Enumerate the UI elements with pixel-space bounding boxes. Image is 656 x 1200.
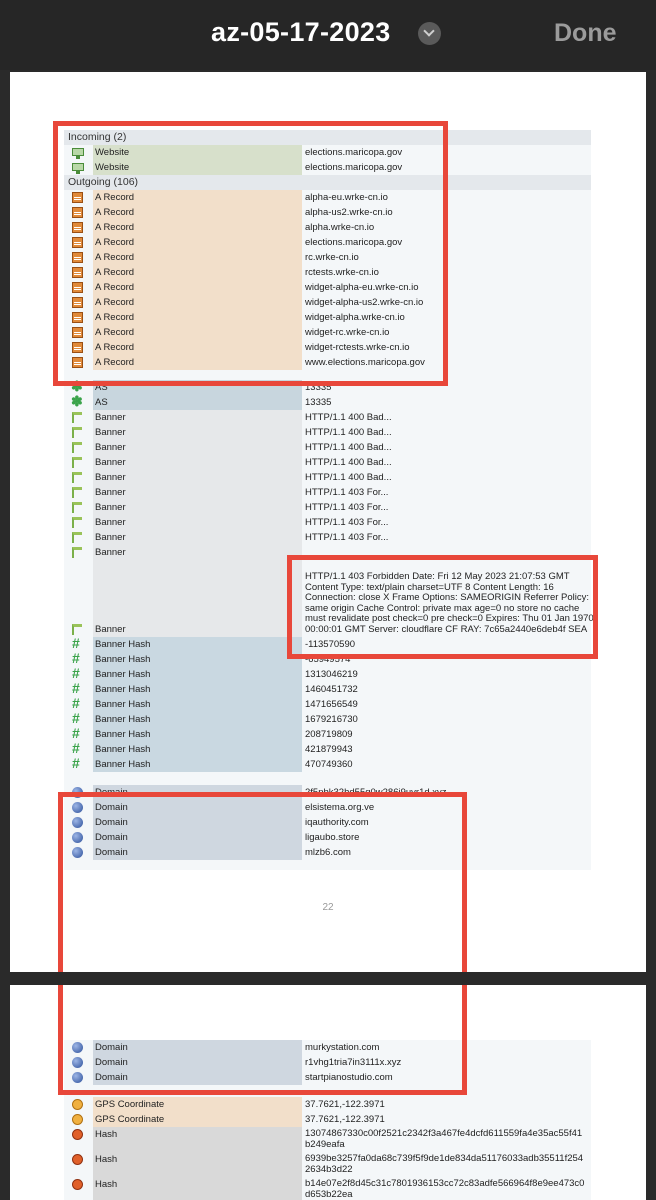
table-row bbox=[64, 265, 591, 280]
a-record-icon bbox=[72, 267, 83, 278]
table-row bbox=[64, 220, 591, 235]
table-row bbox=[64, 530, 591, 545]
row-value: HTTP/1.1 400 Bad... bbox=[305, 442, 392, 453]
row-value: -65949574 bbox=[305, 654, 351, 665]
a-record-icon bbox=[72, 222, 83, 233]
row-type: Hash bbox=[93, 1177, 302, 1200]
row-value: 421879943 bbox=[305, 744, 353, 755]
a-record-icon bbox=[72, 207, 83, 218]
table-row bbox=[64, 485, 591, 500]
a-record-icon bbox=[72, 312, 83, 323]
table-row bbox=[64, 310, 591, 325]
row-value: 6939be3257fa0da68c739f5f9de1de834da51176033adb35511f2542634b3d22 bbox=[305, 1153, 584, 1175]
a-record-icon bbox=[72, 357, 83, 368]
row-value: 470749360 bbox=[305, 759, 353, 770]
row-type: Banner Hash bbox=[93, 742, 302, 757]
row-value: widget-alpha-us2.wrke-cn.io bbox=[305, 297, 424, 308]
spacer bbox=[64, 860, 591, 870]
row-type: Domain bbox=[93, 815, 302, 830]
row-value: widget-alpha.wrke-cn.io bbox=[305, 312, 405, 323]
table-row bbox=[64, 697, 591, 712]
row-type: A Record bbox=[93, 205, 302, 220]
row-type: Banner bbox=[93, 455, 302, 470]
row-type: Domain bbox=[93, 1070, 302, 1085]
table-row bbox=[64, 742, 591, 757]
row-value: iqauthority.com bbox=[305, 817, 369, 828]
hash-icon bbox=[72, 1129, 83, 1140]
row-type: Domain bbox=[93, 785, 302, 800]
as-asterisk-icon: ✽ bbox=[71, 378, 83, 394]
page-number: 22 bbox=[322, 902, 334, 913]
domain-list bbox=[64, 1040, 591, 1085]
row-type: Banner Hash bbox=[93, 637, 302, 652]
table-row bbox=[64, 712, 591, 727]
banner-flag-icon bbox=[72, 624, 82, 635]
row-type: A Record bbox=[93, 340, 302, 355]
globe-icon bbox=[72, 1042, 83, 1053]
row-type: Banner bbox=[93, 470, 302, 485]
document-page-22 bbox=[10, 72, 646, 972]
banner-flag-icon bbox=[72, 472, 82, 483]
row-type: Banner Hash bbox=[93, 712, 302, 727]
chevron-down-icon[interactable] bbox=[418, 22, 441, 45]
table-row bbox=[64, 1177, 591, 1200]
row-value: HTTP/1.1 400 Bad... bbox=[305, 412, 392, 423]
globe-icon bbox=[72, 847, 83, 858]
row-type: Hash bbox=[93, 1152, 302, 1177]
table-row bbox=[64, 667, 591, 682]
table-row bbox=[64, 190, 591, 205]
table-row bbox=[64, 500, 591, 515]
row-value: 13335 bbox=[305, 382, 332, 393]
row-type: Banner Hash bbox=[93, 727, 302, 742]
hash-icon bbox=[72, 1179, 83, 1190]
table-row bbox=[64, 815, 591, 830]
row-value: HTTP/1.1 403 For... bbox=[305, 532, 389, 543]
incoming-section-title: Incoming (2) bbox=[64, 130, 591, 145]
row-value: 2f5pbk32hd55q0w286i9uvr1d.xyz bbox=[305, 787, 447, 798]
table-row bbox=[64, 652, 591, 667]
gps-list bbox=[64, 1097, 591, 1127]
row-type: Domain bbox=[93, 800, 302, 815]
report-table bbox=[64, 130, 591, 870]
spacer bbox=[64, 370, 591, 380]
banner-flag-icon bbox=[72, 532, 82, 543]
row-type: A Record bbox=[93, 295, 302, 310]
row-value: alpha.wrke-cn.io bbox=[305, 222, 375, 233]
table-row bbox=[64, 727, 591, 742]
table-row bbox=[64, 1055, 591, 1070]
row-type: Banner bbox=[93, 440, 302, 455]
row-value: r1vhg1tria7in3111x.xyz bbox=[305, 1057, 402, 1068]
table-row bbox=[64, 830, 591, 845]
row-type: A Record bbox=[93, 265, 302, 280]
top-bar bbox=[0, 0, 656, 70]
report-table bbox=[64, 1040, 591, 1200]
a-record-icon bbox=[72, 237, 83, 248]
a-record-icon bbox=[72, 342, 83, 353]
row-value: 208719809 bbox=[305, 729, 353, 740]
row-value: rctests.wrke-cn.io bbox=[305, 267, 379, 278]
hash-symbol-icon: # bbox=[72, 725, 80, 741]
table-row bbox=[64, 1097, 591, 1112]
row-value: mlzb6.com bbox=[305, 847, 351, 858]
row-value: murkystation.com bbox=[305, 1042, 380, 1053]
row-value: widget-alpha-eu.wrke-cn.io bbox=[305, 282, 419, 293]
row-value: HTTP/1.1 400 Bad... bbox=[305, 457, 392, 468]
row-value: 1471656549 bbox=[305, 699, 358, 710]
row-type: Banner Hash bbox=[93, 652, 302, 667]
row-value: HTTP/1.1 403 For... bbox=[305, 487, 389, 498]
row-value: widget-rctests.wrke-cn.io bbox=[305, 342, 410, 353]
banner-flag-icon bbox=[72, 547, 82, 558]
document-page-23 bbox=[10, 985, 646, 1200]
domain-list bbox=[64, 785, 591, 860]
table-row bbox=[64, 515, 591, 530]
table-row bbox=[64, 205, 591, 220]
row-type: Banner bbox=[93, 622, 302, 637]
globe-icon bbox=[72, 1057, 83, 1068]
table-row bbox=[64, 440, 591, 455]
gps-pin-icon bbox=[72, 1114, 83, 1125]
globe-icon bbox=[72, 817, 83, 828]
table-row bbox=[64, 785, 591, 800]
row-value: ligaubo.store bbox=[305, 832, 360, 843]
table-row bbox=[64, 1127, 591, 1152]
hash-list bbox=[64, 1127, 591, 1200]
row-value: HTTP/1.1 400 Bad... bbox=[305, 472, 392, 483]
hash-symbol-icon: # bbox=[72, 695, 80, 711]
table-row bbox=[64, 470, 591, 485]
row-type: Banner bbox=[93, 545, 302, 622]
row-value: elsistema.org.ve bbox=[305, 802, 375, 813]
row-value: www.elections.maricopa.gov bbox=[305, 357, 425, 368]
table-row bbox=[64, 455, 591, 470]
monitor-icon bbox=[72, 163, 84, 171]
hash-symbol-icon: # bbox=[72, 755, 80, 771]
row-type: A Record bbox=[93, 235, 302, 250]
a-record-icon bbox=[72, 192, 83, 203]
row-value: HTTP/1.1 403 For... bbox=[305, 502, 389, 513]
a-record-icon bbox=[72, 282, 83, 293]
table-row bbox=[64, 235, 591, 250]
row-type: Banner bbox=[93, 425, 302, 440]
spacer bbox=[64, 1085, 591, 1097]
table-row bbox=[64, 1112, 591, 1127]
as-list bbox=[64, 380, 591, 410]
row-type: AS bbox=[93, 395, 302, 410]
row-value: HTTP/1.1 400 Bad... bbox=[305, 427, 392, 438]
a-record-icon bbox=[72, 252, 83, 263]
row-type: Hash bbox=[93, 1127, 302, 1152]
row-value: alpha-eu.wrke-cn.io bbox=[305, 192, 388, 203]
globe-icon bbox=[72, 802, 83, 813]
done-button[interactable]: Done bbox=[554, 19, 617, 47]
table-row bbox=[64, 800, 591, 815]
table-row bbox=[64, 845, 591, 860]
table-row bbox=[64, 380, 591, 395]
row-type: Banner Hash bbox=[93, 697, 302, 712]
row-type: A Record bbox=[93, 280, 302, 295]
table-row bbox=[64, 682, 591, 697]
globe-icon bbox=[72, 1072, 83, 1083]
row-value: 13074867330c00f2521c2342f3a467fe4dcfd611559fa4e35ac55f41b249eafa bbox=[305, 1128, 583, 1150]
document-title: az-05-17-2023 bbox=[211, 17, 391, 47]
row-type: GPS Coordinate bbox=[93, 1112, 302, 1127]
row-value: 37.7621,-122.3971 bbox=[305, 1099, 385, 1110]
table-row bbox=[64, 425, 591, 440]
row-value: b14e07e2f8d45c31c7801936153cc72c83adfe566964f8e9ee473c0d653b22ea bbox=[305, 1178, 585, 1200]
row-type: Banner bbox=[93, 500, 302, 515]
table-row bbox=[64, 325, 591, 340]
row-value: HTTP/1.1 403 For... bbox=[305, 517, 389, 528]
row-type: Banner bbox=[93, 530, 302, 545]
table-row bbox=[64, 340, 591, 355]
banner-flag-icon bbox=[72, 517, 82, 528]
table-row bbox=[64, 1152, 591, 1177]
row-type: GPS Coordinate bbox=[93, 1097, 302, 1112]
row-type: Domain bbox=[93, 1040, 302, 1055]
spacer bbox=[64, 772, 591, 785]
row-value: 1313046219 bbox=[305, 669, 358, 680]
row-type: Banner bbox=[93, 410, 302, 425]
row-type: Banner bbox=[93, 515, 302, 530]
row-type: Banner Hash bbox=[93, 682, 302, 697]
row-type: A Record bbox=[93, 250, 302, 265]
row-type: A Record bbox=[93, 310, 302, 325]
row-type: Banner bbox=[93, 485, 302, 500]
row-type: Banner Hash bbox=[93, 757, 302, 772]
outgoing-section-title: Outgoing (106) bbox=[64, 175, 591, 190]
table-row bbox=[64, 1040, 591, 1055]
hash-icon bbox=[72, 1154, 83, 1165]
row-type: Domain bbox=[93, 830, 302, 845]
row-type: A Record bbox=[93, 220, 302, 235]
gps-pin-icon bbox=[72, 1099, 83, 1110]
a-record-icon bbox=[72, 327, 83, 338]
row-type: AS bbox=[93, 380, 302, 395]
row-value: 1460451732 bbox=[305, 684, 358, 695]
table-row bbox=[64, 637, 591, 652]
row-value: startpianostudio.com bbox=[305, 1072, 393, 1083]
banner-flag-icon bbox=[72, 502, 82, 513]
table-row bbox=[64, 757, 591, 772]
row-type: Domain bbox=[93, 845, 302, 860]
table-row bbox=[64, 355, 591, 370]
row-type: Website bbox=[93, 160, 302, 175]
row-value: 13335 bbox=[305, 397, 332, 408]
banner-hash-list bbox=[64, 637, 591, 772]
banner-flag-icon bbox=[72, 487, 82, 498]
row-type: A Record bbox=[93, 325, 302, 340]
table-row bbox=[64, 145, 591, 160]
banner-list bbox=[64, 410, 591, 545]
row-value: alpha-us2.wrke-cn.io bbox=[305, 207, 393, 218]
row-value: widget-rc.wrke-cn.io bbox=[305, 327, 390, 338]
row-value: elections.maricopa.gov bbox=[305, 237, 403, 248]
table-row bbox=[64, 1070, 591, 1085]
hash-symbol-icon: # bbox=[72, 710, 80, 726]
row-value: -113570590 bbox=[305, 639, 356, 650]
table-row bbox=[64, 160, 591, 175]
row-type: Domain bbox=[93, 1055, 302, 1070]
hash-symbol-icon: # bbox=[72, 680, 80, 696]
incoming-list bbox=[64, 145, 591, 175]
row-type: A Record bbox=[93, 355, 302, 370]
banner-flag-icon bbox=[72, 412, 82, 423]
hash-symbol-icon: # bbox=[72, 665, 80, 681]
hash-symbol-icon: # bbox=[72, 740, 80, 756]
banner-expanded-text: HTTP/1.1 403 Forbidden Date: Fri 12 May 2023 21:07:53 GMT Content Type: text/plain charset=UTF 8 Content Length: 16 Connection: close X Frame Options: SAMEORIGIN Referrer Policy: same origin Cache Control: private max age=0 no store no cache must revalidate post check=0 pre check=0 Expires: Thu 01 Jan 1970 00:00:01 GMT Server: cloudflare CF RAY: 7c65a2440e6deb4f SEA bbox=[305, 571, 594, 635]
banner-flag-icon bbox=[72, 427, 82, 438]
monitor-icon bbox=[72, 148, 84, 156]
globe-icon bbox=[72, 787, 83, 798]
a-record-list bbox=[64, 190, 591, 370]
hash-symbol-icon: # bbox=[72, 650, 80, 666]
table-row bbox=[64, 250, 591, 265]
row-value: rc.wrke-cn.io bbox=[305, 252, 359, 263]
banner-flag-icon bbox=[72, 457, 82, 468]
row-type: Banner Hash bbox=[93, 667, 302, 682]
table-row bbox=[64, 410, 591, 425]
row-type: A Record bbox=[93, 190, 302, 205]
table-row bbox=[64, 280, 591, 295]
row-value: elections.maricopa.gov bbox=[305, 147, 403, 158]
globe-icon bbox=[72, 832, 83, 843]
row-value: elections.maricopa.gov bbox=[305, 162, 403, 173]
row-value: 1679216730 bbox=[305, 714, 358, 725]
banner-flag-icon bbox=[72, 442, 82, 453]
a-record-icon bbox=[72, 297, 83, 308]
table-row bbox=[64, 395, 591, 410]
as-asterisk-icon: ✽ bbox=[71, 393, 83, 409]
row-value: 37.7621,-122.3971 bbox=[305, 1114, 385, 1125]
hash-symbol-icon: # bbox=[72, 635, 80, 651]
table-row bbox=[64, 295, 591, 310]
row-type: Website bbox=[93, 145, 302, 160]
